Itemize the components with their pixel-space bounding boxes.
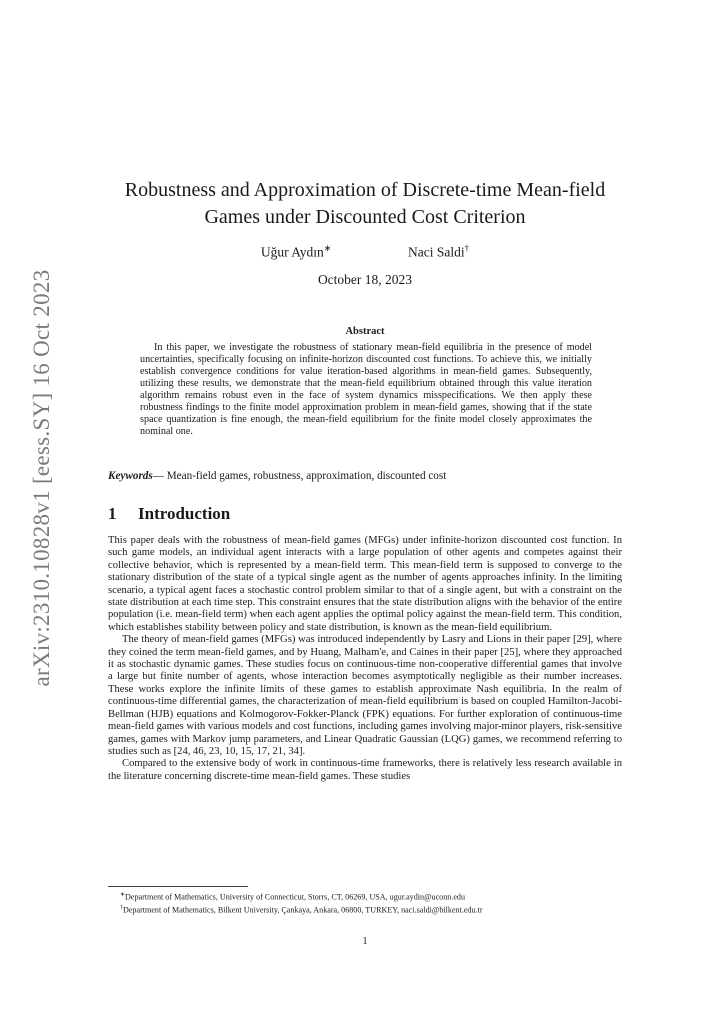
footnote-divider [108, 886, 248, 887]
keywords-text: — Mean-field games, robustness, approximation, discounted cost [152, 470, 447, 482]
footnote-text: Department of Mathematics, University of Connecticut, Storrs, CT, 06269, USA, ugur.aydin@uconn.edu [125, 892, 466, 902]
body-paragraph: Compared to the extensive body of work in continuous-time frameworks, there is relatively less research available in the literature concerning discrete-time mean-field games. These studies [108, 758, 622, 782]
section-heading [108, 504, 230, 524]
paper-title: Robustness and Approximation of Discrete-time Mean-field Games under Discounted Cost Criterion [124, 179, 606, 228]
footnotes [108, 890, 648, 915]
page-number: 1 [362, 936, 368, 947]
footnote [108, 890, 648, 903]
section-body [108, 535, 622, 783]
footnote-mark: ∗ [120, 892, 126, 898]
paper-date: October 18, 2023 [317, 272, 413, 287]
author-footnote-mark: ∗ [323, 243, 332, 253]
body-paragraph: This paper deals with the robustness of mean-field games (MFGs) under infinite-horizon discounted cost function. In such game models, an individual agent interacts with a large population of other agents and competes against their collective behavior, which is represented by a mean-field term. This mean-field term is supposed to converge to the stationary distribution of the state of a typical single agent as the number of agents approaches infinity. In the limiting scenario, a typical agent faces a stochastic control problem similar to that of a single agent, but with a constraint on the state distribution at each time step. This constraint ensures that the state distribution aligns with the behavior of the entire population (i.e. mean-field term) when each agent applies the optimal policy against the mean-field term. This condition, which establishes stability between policy and state distribution, is known as the mean-field equilibrium. [108, 535, 622, 633]
footnote [108, 903, 648, 916]
footnote-mark: † [120, 904, 123, 911]
author-name: Uğur Aydın [260, 244, 324, 260]
abstract-heading: Abstract [345, 326, 385, 337]
arxiv-identifier-stamp: arXiv:2310.10828v1 [eess.SY] 16 Oct 2023 [29, 269, 54, 687]
section-title: Introduction [138, 504, 231, 523]
author-name: Naci Saldi [408, 244, 465, 260]
body-paragraph: The theory of mean-field games (MFGs) was introduced independently by Lasry and Lions in their paper [29], where they coined the term mean-field games, and by Huang, Malham'e, and Caines in their paper [25], where they approached it as stochastic dynamic games. These studies focus on continuous-time non-cooperative differential games that involve a large but finite number of agents, whose interaction becomes asymptotically negligible as their number increases. These works explore the infinite limits of these games to establish approximate Nash equilibria. In the realm of continuous-time differential games, the characterization of mean-field equilibrium is based on coupled Hamilton-Jacobi-Bellman (HJB) equations and Kolmogorov-Fokker-Planck (FPK) equations. For further exploration of continuous-time mean-field games with various models and cost functions, including games involving major-minor players, risk-sensitive games, games with Markov jump parameters, and Linear Quadratic Gaussian (LQG) games, we recommend referring to studies such as [24, 46, 23, 10, 15, 17, 21, 34]. [108, 634, 622, 757]
keywords-line [108, 470, 622, 482]
abstract-text: In this paper, we investigate the robustness of stationary mean-field equilibria in the presence of model uncertainties, specifically focusing on infinite-horizon discounted cost functions. To achieve this, we initially establish convergence conditions for value iteration-based algorithms in mean-field games. Subsequently, utilizing these results, we demonstrate that the mean-field equilibrium obtained through this value iteration algorithm remains robust even in the face of system dynamics misspecifications. We then apply these robustness findings to the finite model approximation problem in mean-field games, showing that if the state space quantization is fine enough, the mean-field equilibrium for the finite model closely approximates the nominal one. [140, 342, 592, 437]
keywords-label: Keywords [108, 470, 153, 482]
author-footnote-mark: † [464, 243, 470, 253]
author-list [108, 243, 622, 261]
section-number: 1 [108, 504, 117, 523]
footnote-text: Department of Mathematics, Bilkent University, Çankaya, Ankara, 06800, TURKEY, naci.saldi@bilkent.edu.tr [123, 905, 483, 915]
